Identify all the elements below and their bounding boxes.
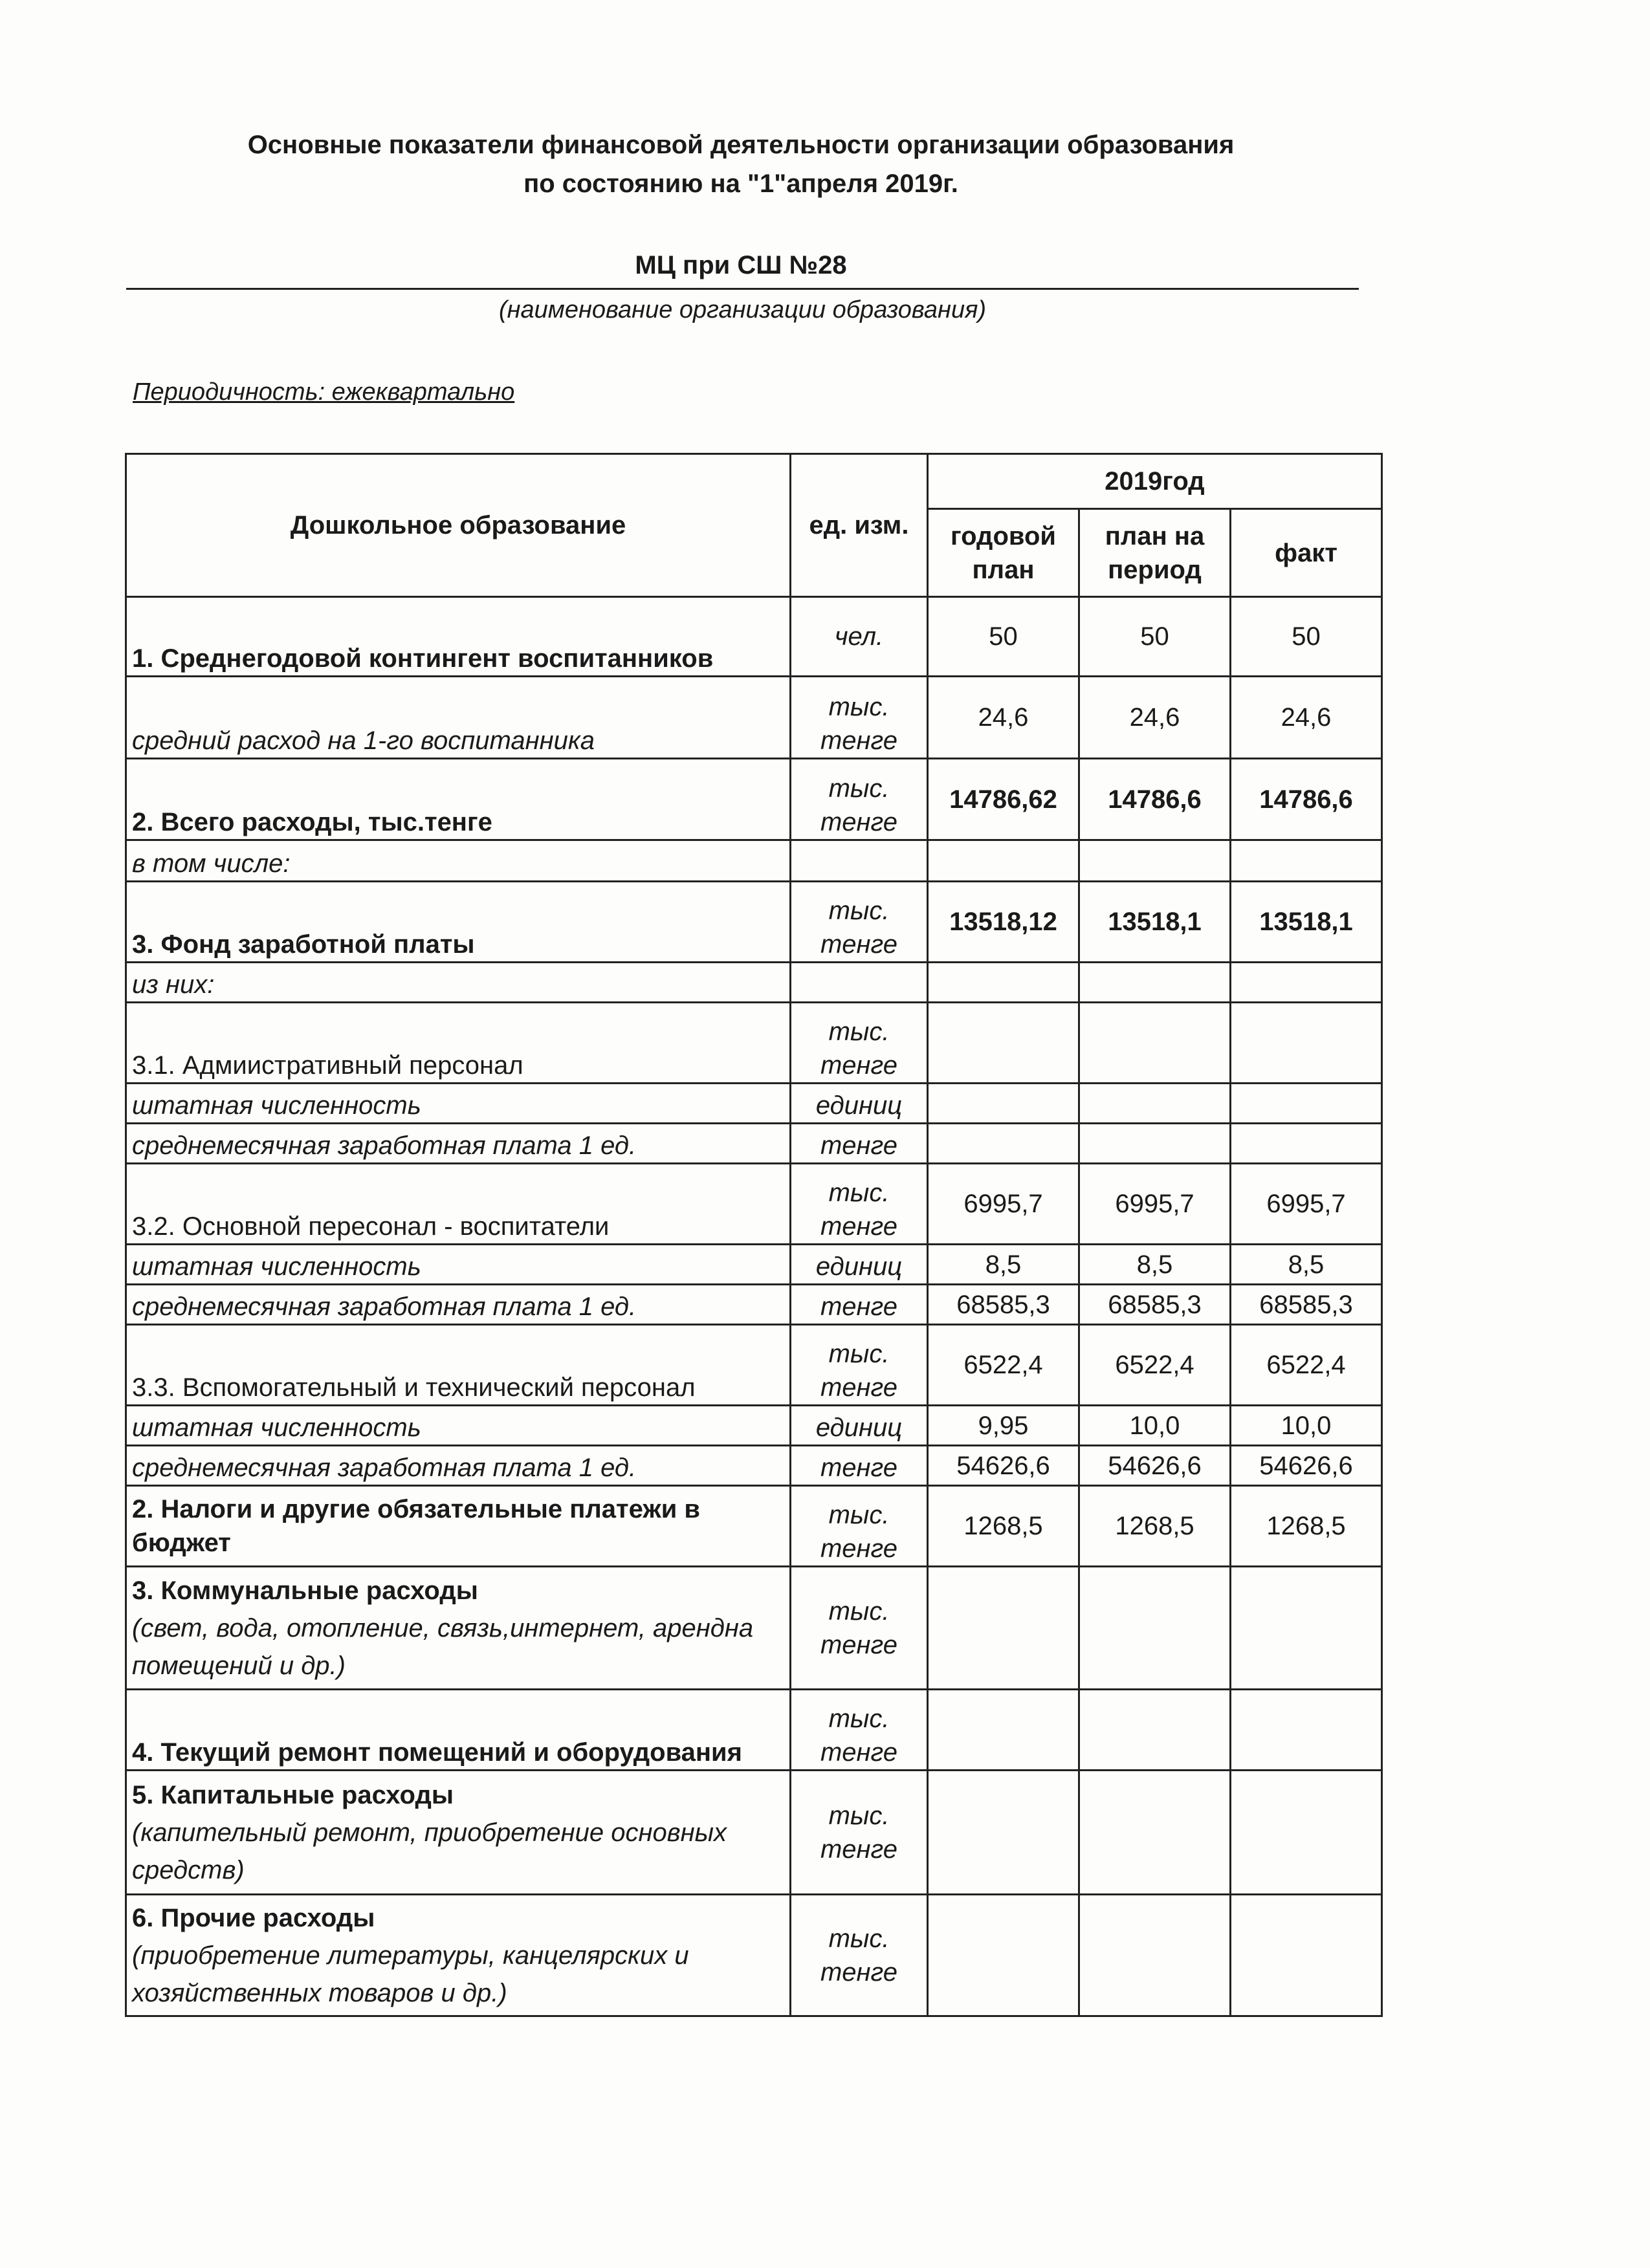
row-unit: тыс. тенге [791, 1003, 928, 1084]
document-title-line2: по состоянию на "1"апреля 2019г. [523, 169, 958, 198]
row-name: 4. Текущий ремонт помещений и оборудования [126, 1690, 791, 1771]
row-name: 3.1. Адмиистративный персонал [126, 1003, 791, 1084]
cell-fact: 54626,6 [1231, 1446, 1382, 1486]
row-name: среднемесячная заработная плата 1 ед. [126, 1446, 791, 1486]
cell-fact [1231, 840, 1382, 882]
cell-plan [928, 1567, 1079, 1690]
cell-period [1079, 1690, 1231, 1771]
row-name: штатная численность [126, 1084, 791, 1124]
cell-period: 8,5 [1079, 1245, 1231, 1285]
cell-period: 13518,1 [1079, 882, 1231, 963]
cell-plan: 24,6 [928, 677, 1079, 759]
cell-fact: 68585,3 [1231, 1285, 1382, 1325]
cell-plan: 8,5 [928, 1245, 1079, 1285]
row-name: 3.2. Основной пересонал - воспитатели [126, 1164, 791, 1245]
row-name: 1. Среднегодовой контингент воспитанников [126, 597, 791, 677]
financial-indicators-table [125, 453, 1383, 2017]
cell-period: 6995,7 [1079, 1164, 1231, 1245]
cell-fact: 10,0 [1231, 1406, 1382, 1446]
row-unit: тыс. тенге [791, 1690, 928, 1771]
cell-fact: 24,6 [1231, 677, 1382, 759]
row-unit: тыс. тенге [791, 1325, 928, 1406]
row-name: среднемесячная заработная плата 1 ед. [126, 1285, 791, 1325]
cell-fact [1231, 1771, 1382, 1895]
table-row [126, 1164, 1382, 1245]
cell-period: 1268,5 [1079, 1486, 1231, 1567]
table-row [126, 1124, 1382, 1164]
row-unit: тыс. тенге [791, 1567, 928, 1690]
table-row [126, 1567, 1382, 1690]
cell-period [1079, 840, 1231, 882]
organization-underline [126, 288, 1359, 290]
cell-fact [1231, 1690, 1382, 1771]
cell-period [1079, 1084, 1231, 1124]
cell-period [1079, 963, 1231, 1003]
cell-plan: 1268,5 [928, 1486, 1079, 1567]
cell-plan: 6995,7 [928, 1164, 1079, 1245]
cell-plan: 54626,6 [928, 1446, 1079, 1486]
cell-period: 10,0 [1079, 1406, 1231, 1446]
row-name: среднемесячная заработная плата 1 ед. [126, 1124, 791, 1164]
row-unit: тыс. тенге [791, 1895, 928, 2016]
header-name: Дошкольное образование [126, 454, 791, 597]
row-unit [791, 963, 928, 1003]
cell-fact [1231, 1003, 1382, 1084]
cell-period: 6522,4 [1079, 1325, 1231, 1406]
cell-period: 14786,6 [1079, 759, 1231, 840]
table-row [126, 1690, 1382, 1771]
row-name: средний расход на 1-го воспитанника [126, 677, 791, 759]
row-name: 3. Фонд заработной платы [126, 882, 791, 963]
table-row [126, 677, 1382, 759]
cell-period [1079, 1895, 1231, 2016]
cell-period [1079, 1124, 1231, 1164]
table-row [126, 1003, 1382, 1084]
table-row [126, 1771, 1382, 1895]
cell-plan [928, 1124, 1079, 1164]
table-row [126, 1285, 1382, 1325]
cell-plan [928, 840, 1079, 882]
row-unit [791, 840, 928, 882]
row-name: 2. Налоги и другие обязательные платежи в бюджет [126, 1486, 791, 1567]
cell-fact: 14786,6 [1231, 759, 1382, 840]
row-unit: единиц [791, 1084, 928, 1124]
cell-plan [928, 1003, 1079, 1084]
cell-plan [928, 1895, 1079, 2016]
table-row [126, 1084, 1382, 1124]
cell-fact [1231, 963, 1382, 1003]
row-unit: единиц [791, 1406, 928, 1446]
cell-period: 54626,6 [1079, 1446, 1231, 1486]
header-period-plan: план на период [1079, 509, 1231, 597]
cell-period [1079, 1567, 1231, 1690]
cell-plan: 14786,62 [928, 759, 1079, 840]
header-year: 2019год [928, 454, 1382, 509]
cell-plan: 13518,12 [928, 882, 1079, 963]
cell-fact: 1268,5 [1231, 1486, 1382, 1567]
cell-fact [1231, 1124, 1382, 1164]
table-row [126, 1446, 1382, 1486]
cell-fact [1231, 1567, 1382, 1690]
header-unit: ед. изм. [791, 454, 928, 597]
cell-period [1079, 1771, 1231, 1895]
row-name: штатная численность [126, 1406, 791, 1446]
row-name: 2. Всего расходы, тыс.тенге [126, 759, 791, 840]
row-name: из них: [126, 963, 791, 1003]
table-row [126, 1486, 1382, 1567]
organization-name: МЦ при СШ №28 [635, 251, 847, 279]
row-name: в том числе: [126, 840, 791, 882]
cell-plan [928, 1084, 1079, 1124]
row-unit: тыс. тенге [791, 1164, 928, 1245]
header-annual-plan: годовой план [928, 509, 1079, 597]
row-unit: тыс. тенге [791, 759, 928, 840]
cell-fact: 6522,4 [1231, 1325, 1382, 1406]
cell-plan [928, 1771, 1079, 1895]
periodicity-label: Периодичность: ежеквартально [133, 378, 515, 406]
table-row [126, 963, 1382, 1003]
row-unit: единиц [791, 1245, 928, 1285]
table-row [126, 1325, 1382, 1406]
row-unit: чел. [791, 597, 928, 677]
table-row [126, 1895, 1382, 2016]
cell-period: 24,6 [1079, 677, 1231, 759]
cell-fact: 6995,7 [1231, 1164, 1382, 1245]
row-unit: тыс. тенге [791, 882, 928, 963]
table-row [126, 759, 1382, 840]
table-row [126, 882, 1382, 963]
cell-plan: 68585,3 [928, 1285, 1079, 1325]
row-name: 3. Коммунальные расходы (свет, вода, отопление, связь,интернет, арендна помещений и др.) [126, 1567, 791, 1690]
row-unit: тыс. тенге [791, 1771, 928, 1895]
row-name: 5. Капитальные расходы (капительный ремонт, приобретение основных средств) [126, 1771, 791, 1895]
cell-fact [1231, 1895, 1382, 2016]
cell-fact [1231, 1084, 1382, 1124]
row-name: 6. Прочие расходы (приобретение литературы, канцелярских и хозяйственных товаров и др.) [126, 1895, 791, 2016]
cell-fact: 50 [1231, 597, 1382, 677]
row-unit: тыс. тенге [791, 677, 928, 759]
table-row [126, 840, 1382, 882]
cell-fact: 13518,1 [1231, 882, 1382, 963]
row-unit: тыс. тенге [791, 1486, 928, 1567]
table-row [126, 597, 1382, 677]
cell-fact: 8,5 [1231, 1245, 1382, 1285]
cell-plan: 6522,4 [928, 1325, 1079, 1406]
row-unit: тенге [791, 1285, 928, 1325]
row-unit: тенге [791, 1124, 928, 1164]
header-fact: факт [1231, 509, 1382, 597]
cell-plan: 50 [928, 597, 1079, 677]
cell-plan [928, 1690, 1079, 1771]
table-row [126, 1406, 1382, 1446]
document-title-line1: Основные показатели финансовой деятельности организации образования [247, 131, 1235, 159]
row-name: 3.3. Вспомогательный и технический персонал [126, 1325, 791, 1406]
organization-caption: (наименование организации образования) [498, 296, 987, 323]
table-row [126, 1245, 1382, 1285]
cell-period: 68585,3 [1079, 1285, 1231, 1325]
cell-plan: 9,95 [928, 1406, 1079, 1446]
cell-period: 50 [1079, 597, 1231, 677]
row-name: штатная численность [126, 1245, 791, 1285]
cell-period [1079, 1003, 1231, 1084]
row-unit: тенге [791, 1446, 928, 1486]
cell-plan [928, 963, 1079, 1003]
